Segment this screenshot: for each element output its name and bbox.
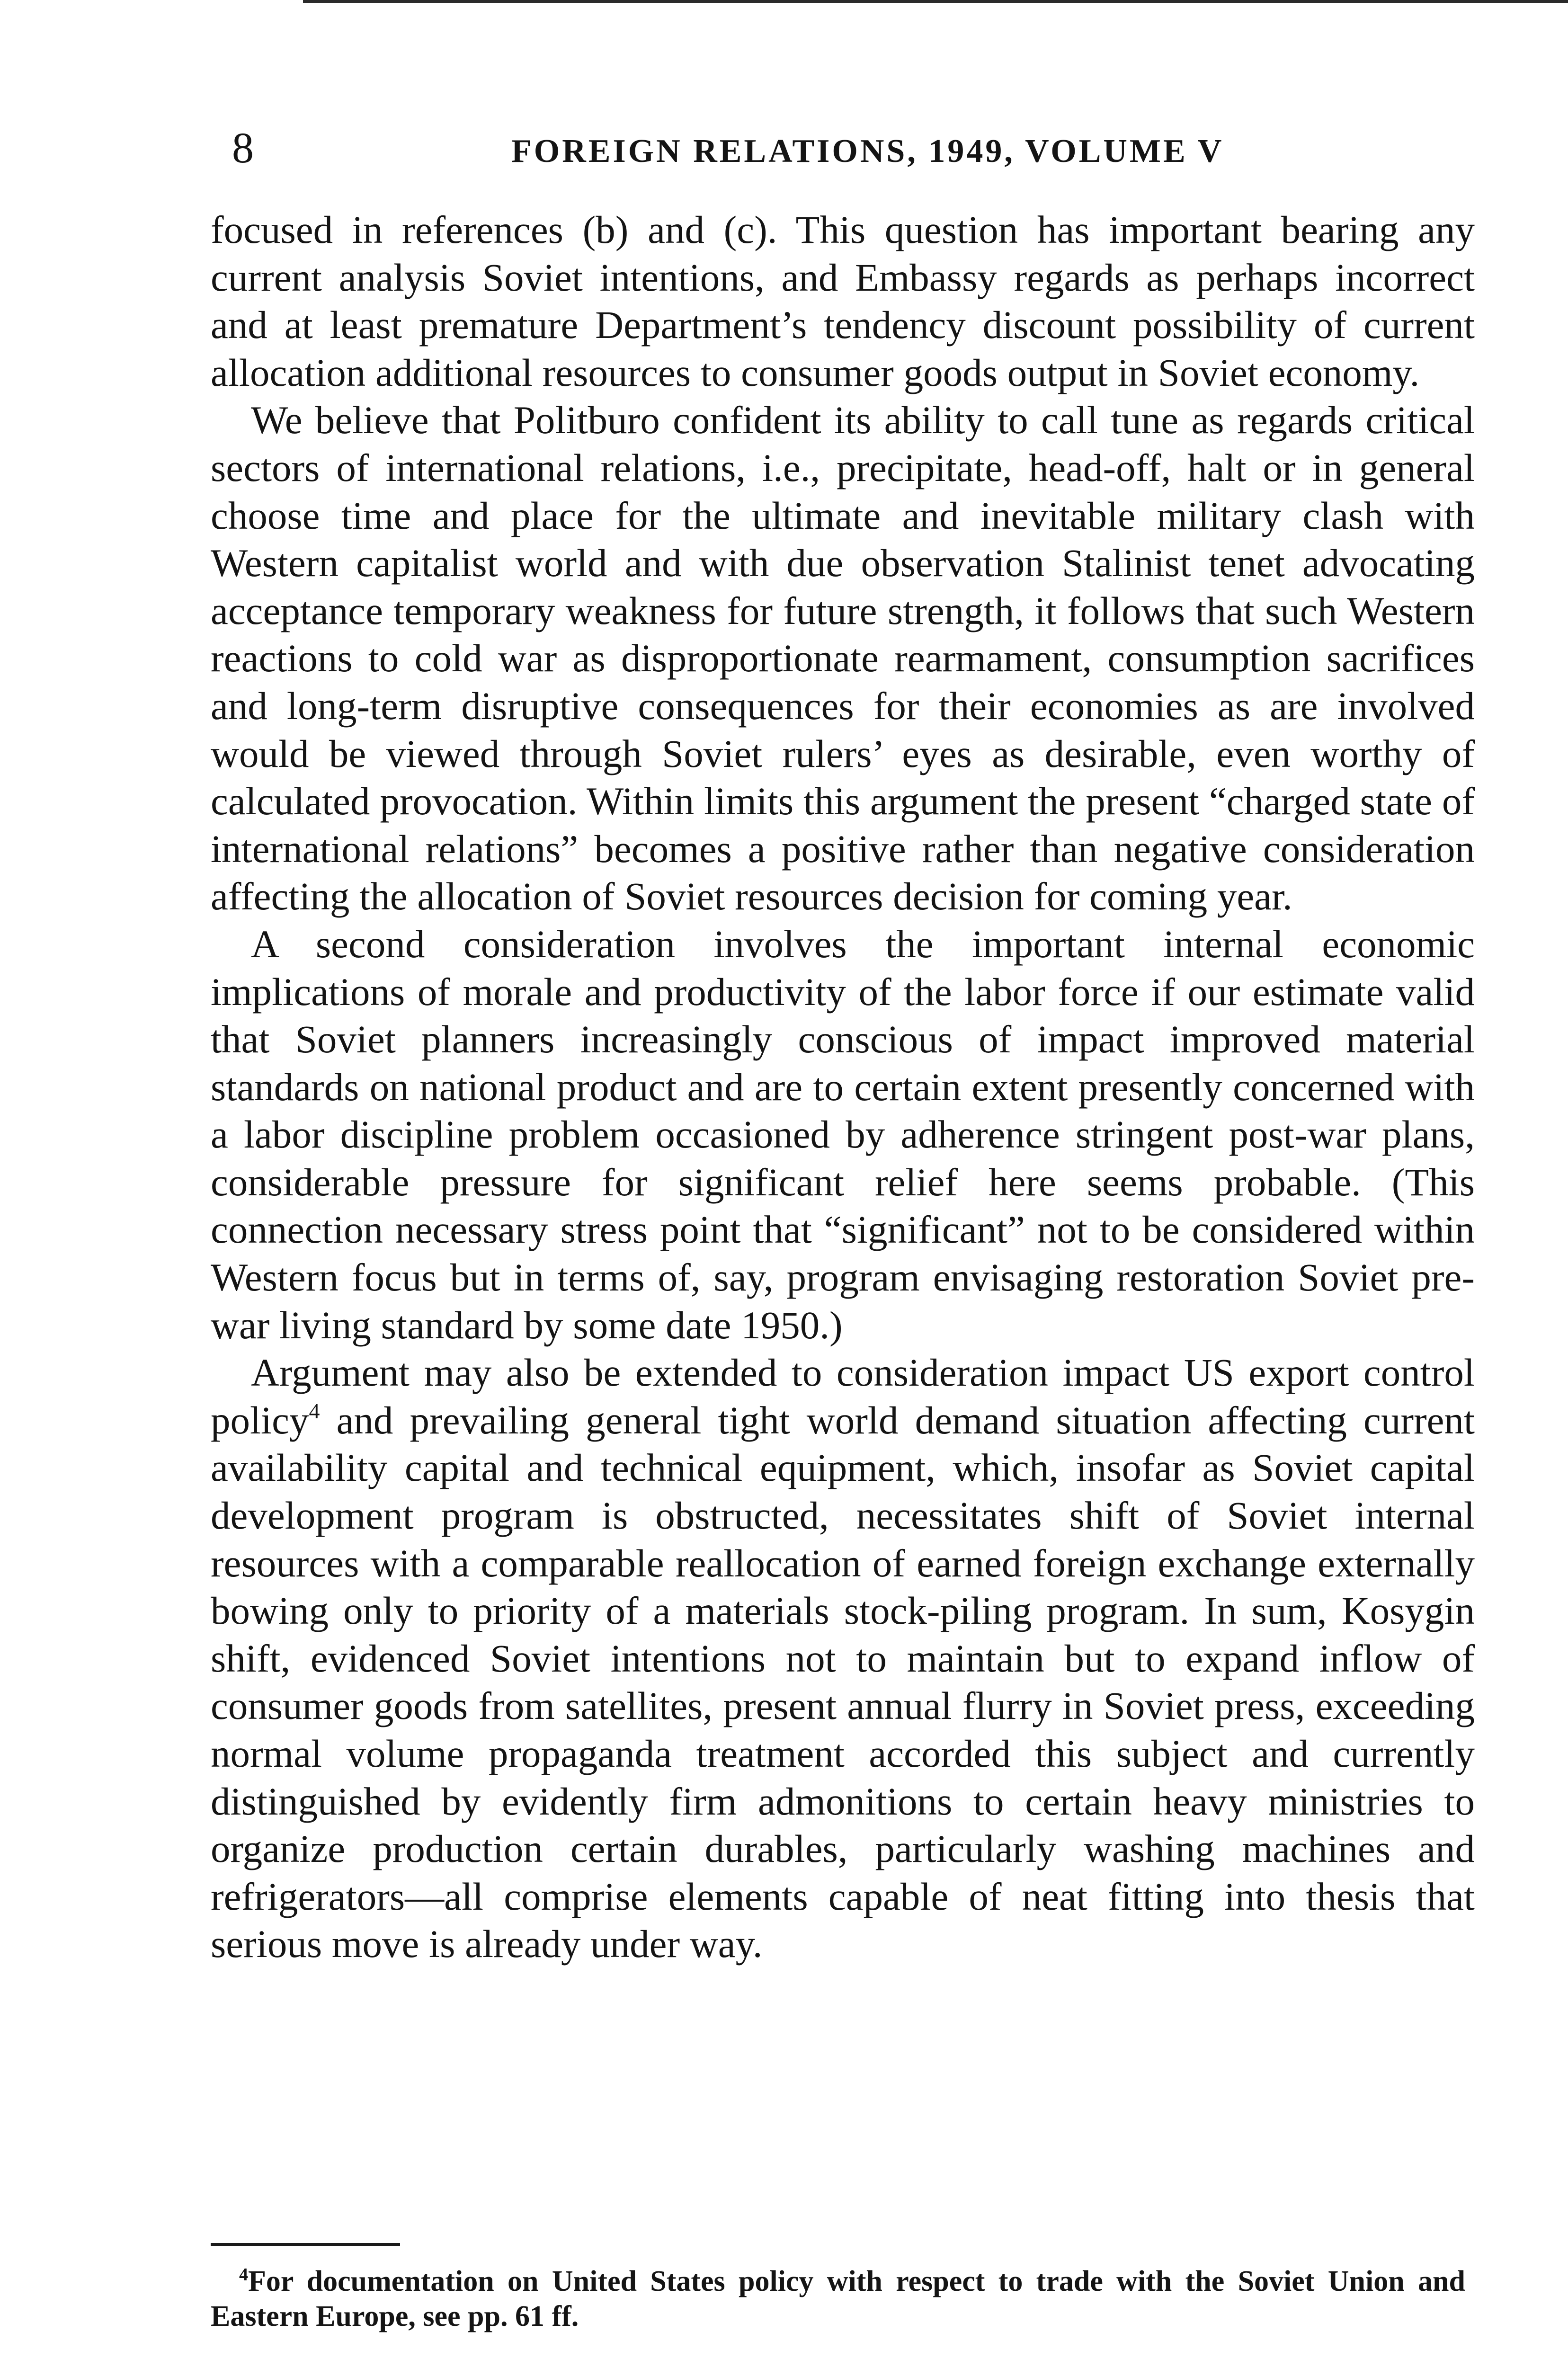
paragraph-2: We believe that Politburo confident its ability to call tune as regards critical sectors of international relations, i.e., precipitate, head-off, halt or in general choose time and place for the ultimate and inevitable military clash with Western capitalist world and with due observation Stalinist tenet advocating acceptance temporary weakness for future strength, it follows that such Western reactions to cold war as disproportionate rearmament, consumption sacrifices and long-term disruptive consequences for their economies as are involved would be viewed through Soviet rulers’ eyes as desirable, even worthy of calculated provocation. Within limits this argument the present “charged state of international relations” becomes a positive rather than negative consideration affecting the allocation of Soviet resources decision for coming year.: [211, 398, 1475, 918]
footnote: [211, 2264, 1465, 2334]
paragraph-3: A second consideration involves the important internal economic implications of morale and productivity of the labor force if our estimate valid that Soviet planners increasingly conscious of impact improved material standards on national product and are to certain extent presently concerned with a labor discipline problem occasioned by adherence stringent post-war plans, considerable pressure for significant relief here seems probable. (This connection necessary stress point that “significant” not to be considered within Western focus but in terms of, say, program envisaging restoration Soviet pre-war living standard by some date 1950.): [211, 922, 1475, 1347]
footnote-divider: [211, 2243, 400, 2246]
footnote-reference: 4: [309, 1398, 320, 1423]
paragraph-4-text-before: Argument may also be extended to consideration impact US export control policy: [211, 1351, 1475, 1442]
body-text: [211, 206, 1475, 1968]
page-top-edge: [303, 0, 1568, 3]
paragraph-1: focused in references (b) and (c). This question has important bearing any current analysis Soviet intentions, and Embassy regards as perhaps incorrect and at least premature Department’s tendency discount possibility of current allocation additional resources to consumer goods output in Soviet economy.: [211, 208, 1475, 394]
footnote-text: For documentation on United States policy with respect to trade with the Soviet Union and Eastern Europe, see pp. 61 ff.: [211, 2265, 1465, 2332]
paragraph-4-text-after: and prevailing general tight world demand situation affecting current availability capital and technical equipment, which, insofar as Soviet capital development program is obstructed, necessitates shift of Soviet internal resources with a comparable reallocation of earned foreign exchange externally bowing only to priority of a materials stock-piling program. In sum, Kosygin shift, evidenced Soviet intentions not to maintain but to expand inflow of consumer goods from satellites, present annual flurry in Soviet press, exceeding normal volume propaganda treatment accorded this subject and currently distinguished by evidently firm admonitions to certain heavy ministries to organize production certain durables, particularly washing machines and refrigerators—all comprise elements capable of neat fitting into thesis that serious move is already under way.: [211, 1398, 1475, 1966]
page-number: 8: [232, 124, 254, 172]
page-header: [227, 124, 1515, 171]
paragraph-4: [211, 1349, 1475, 1968]
footnote-mark: 4: [239, 2265, 248, 2285]
running-head: FOREIGN RELATIONS, 1949, VOLUME V: [511, 133, 1224, 169]
